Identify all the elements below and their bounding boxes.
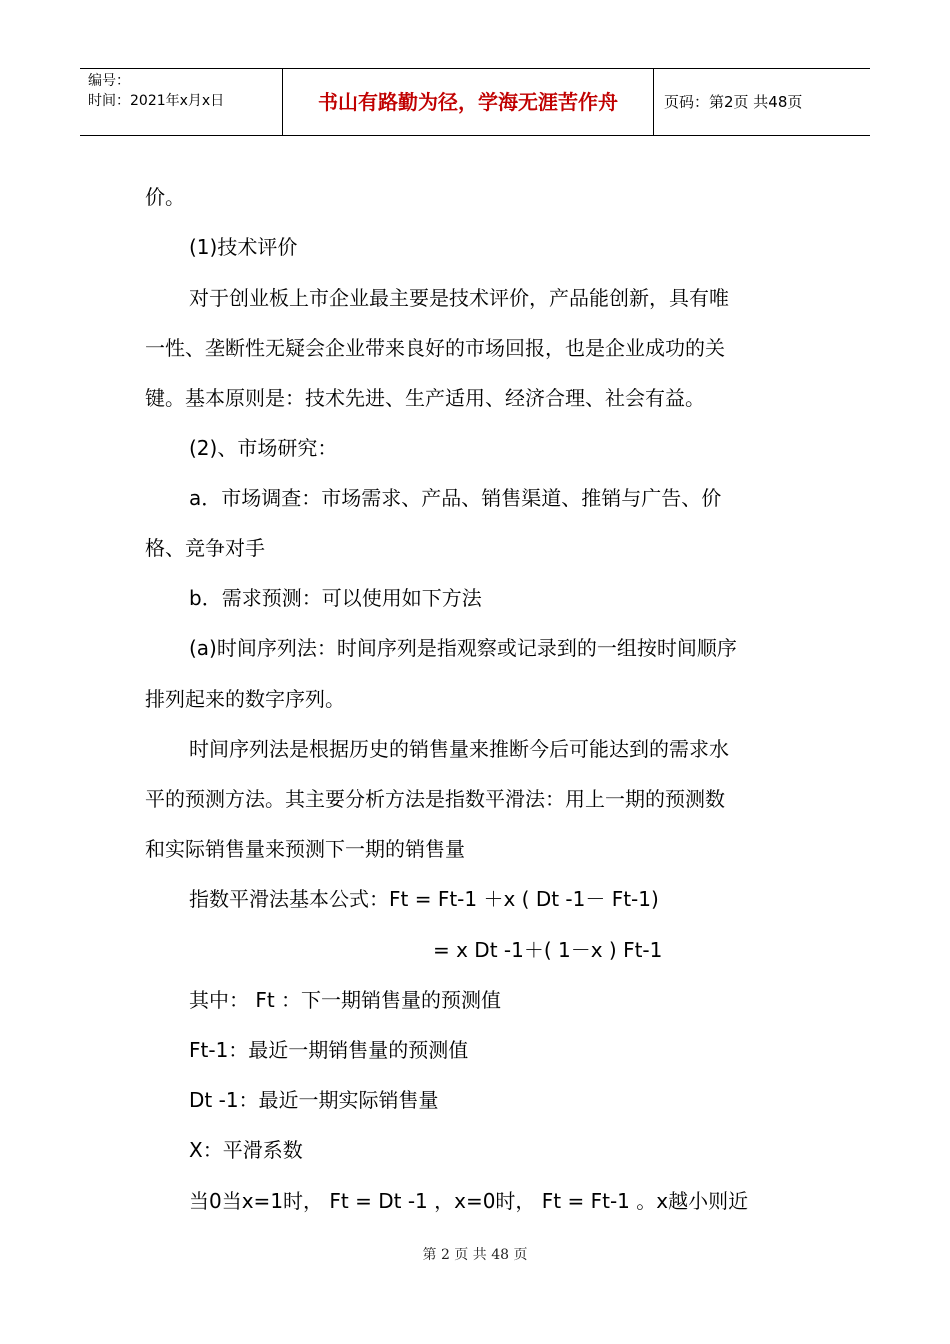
text-line: a．市场调查：市场需求、产品、销售渠道、推销与广告、价 (189, 486, 722, 510)
time-label: 时间：2021年x月x日 (88, 93, 225, 109)
text-line: 格、竞争对手 (145, 536, 265, 560)
page-footer: 第 2 页 共 48 页 (422, 1247, 528, 1263)
header-page-info: 页码：第2页 共48页 (664, 93, 803, 111)
text-line: b．需求预测：可以使用如下方法 (189, 586, 482, 610)
text-line: (1)技术评价 (189, 235, 298, 259)
text-line: 对于创业板上市企业最主要是技术评价，产品能创新，具有唯 (189, 286, 729, 310)
text-line: 排列起来的数字序列。 (145, 687, 345, 711)
header-left-cell (80, 69, 282, 135)
text-line: 当0当x=1时， Ft = Dt -1 ，x=0时， Ft = Ft-1 。x越小则近 (189, 1189, 749, 1213)
header-motto: 书山有路勤为径，学海无涯苦作舟 (282, 69, 654, 135)
formula-line: = x Dt -1＋( 1－x ) Ft-1 (433, 938, 663, 962)
text-line: 平的预测方法。其主要分析方法是指数平滑法：用上一期的预测数 (145, 787, 725, 811)
text-line: (a)时间序列法：时间序列是指观察或记录到的一组按时间顺序 (189, 636, 737, 660)
text-line: 和实际销售量来预测下一期的销售量 (145, 837, 465, 861)
text-line: 其中： Ft ：下一期销售量的预测值 (189, 988, 502, 1012)
text-line: 一性、垄断性无疑会企业带来良好的市场回报，也是企业成功的关 (145, 336, 725, 360)
text-line: (2)、市场研究： (189, 436, 338, 460)
text-line: 键。基本原则是：技术先进、生产适用、经济合理、社会有益。 (145, 386, 705, 410)
text-line: Dt -1：最近一期实际销售量 (189, 1088, 439, 1112)
formula-line: 指数平滑法基本公式：Ft = Ft-1 ＋x ( Dt -1－ Ft-1) (189, 887, 659, 911)
text-line: 时间序列法是根据历史的销售量来推断今后可能达到的需求水 (189, 737, 729, 761)
text-line: Ft-1：最近一期销售量的预测值 (189, 1038, 469, 1062)
page-header (80, 68, 870, 136)
text-line: X：平滑系数 (189, 1138, 303, 1162)
text-line: 价。 (145, 185, 185, 209)
number-label: 编号： (88, 73, 130, 89)
